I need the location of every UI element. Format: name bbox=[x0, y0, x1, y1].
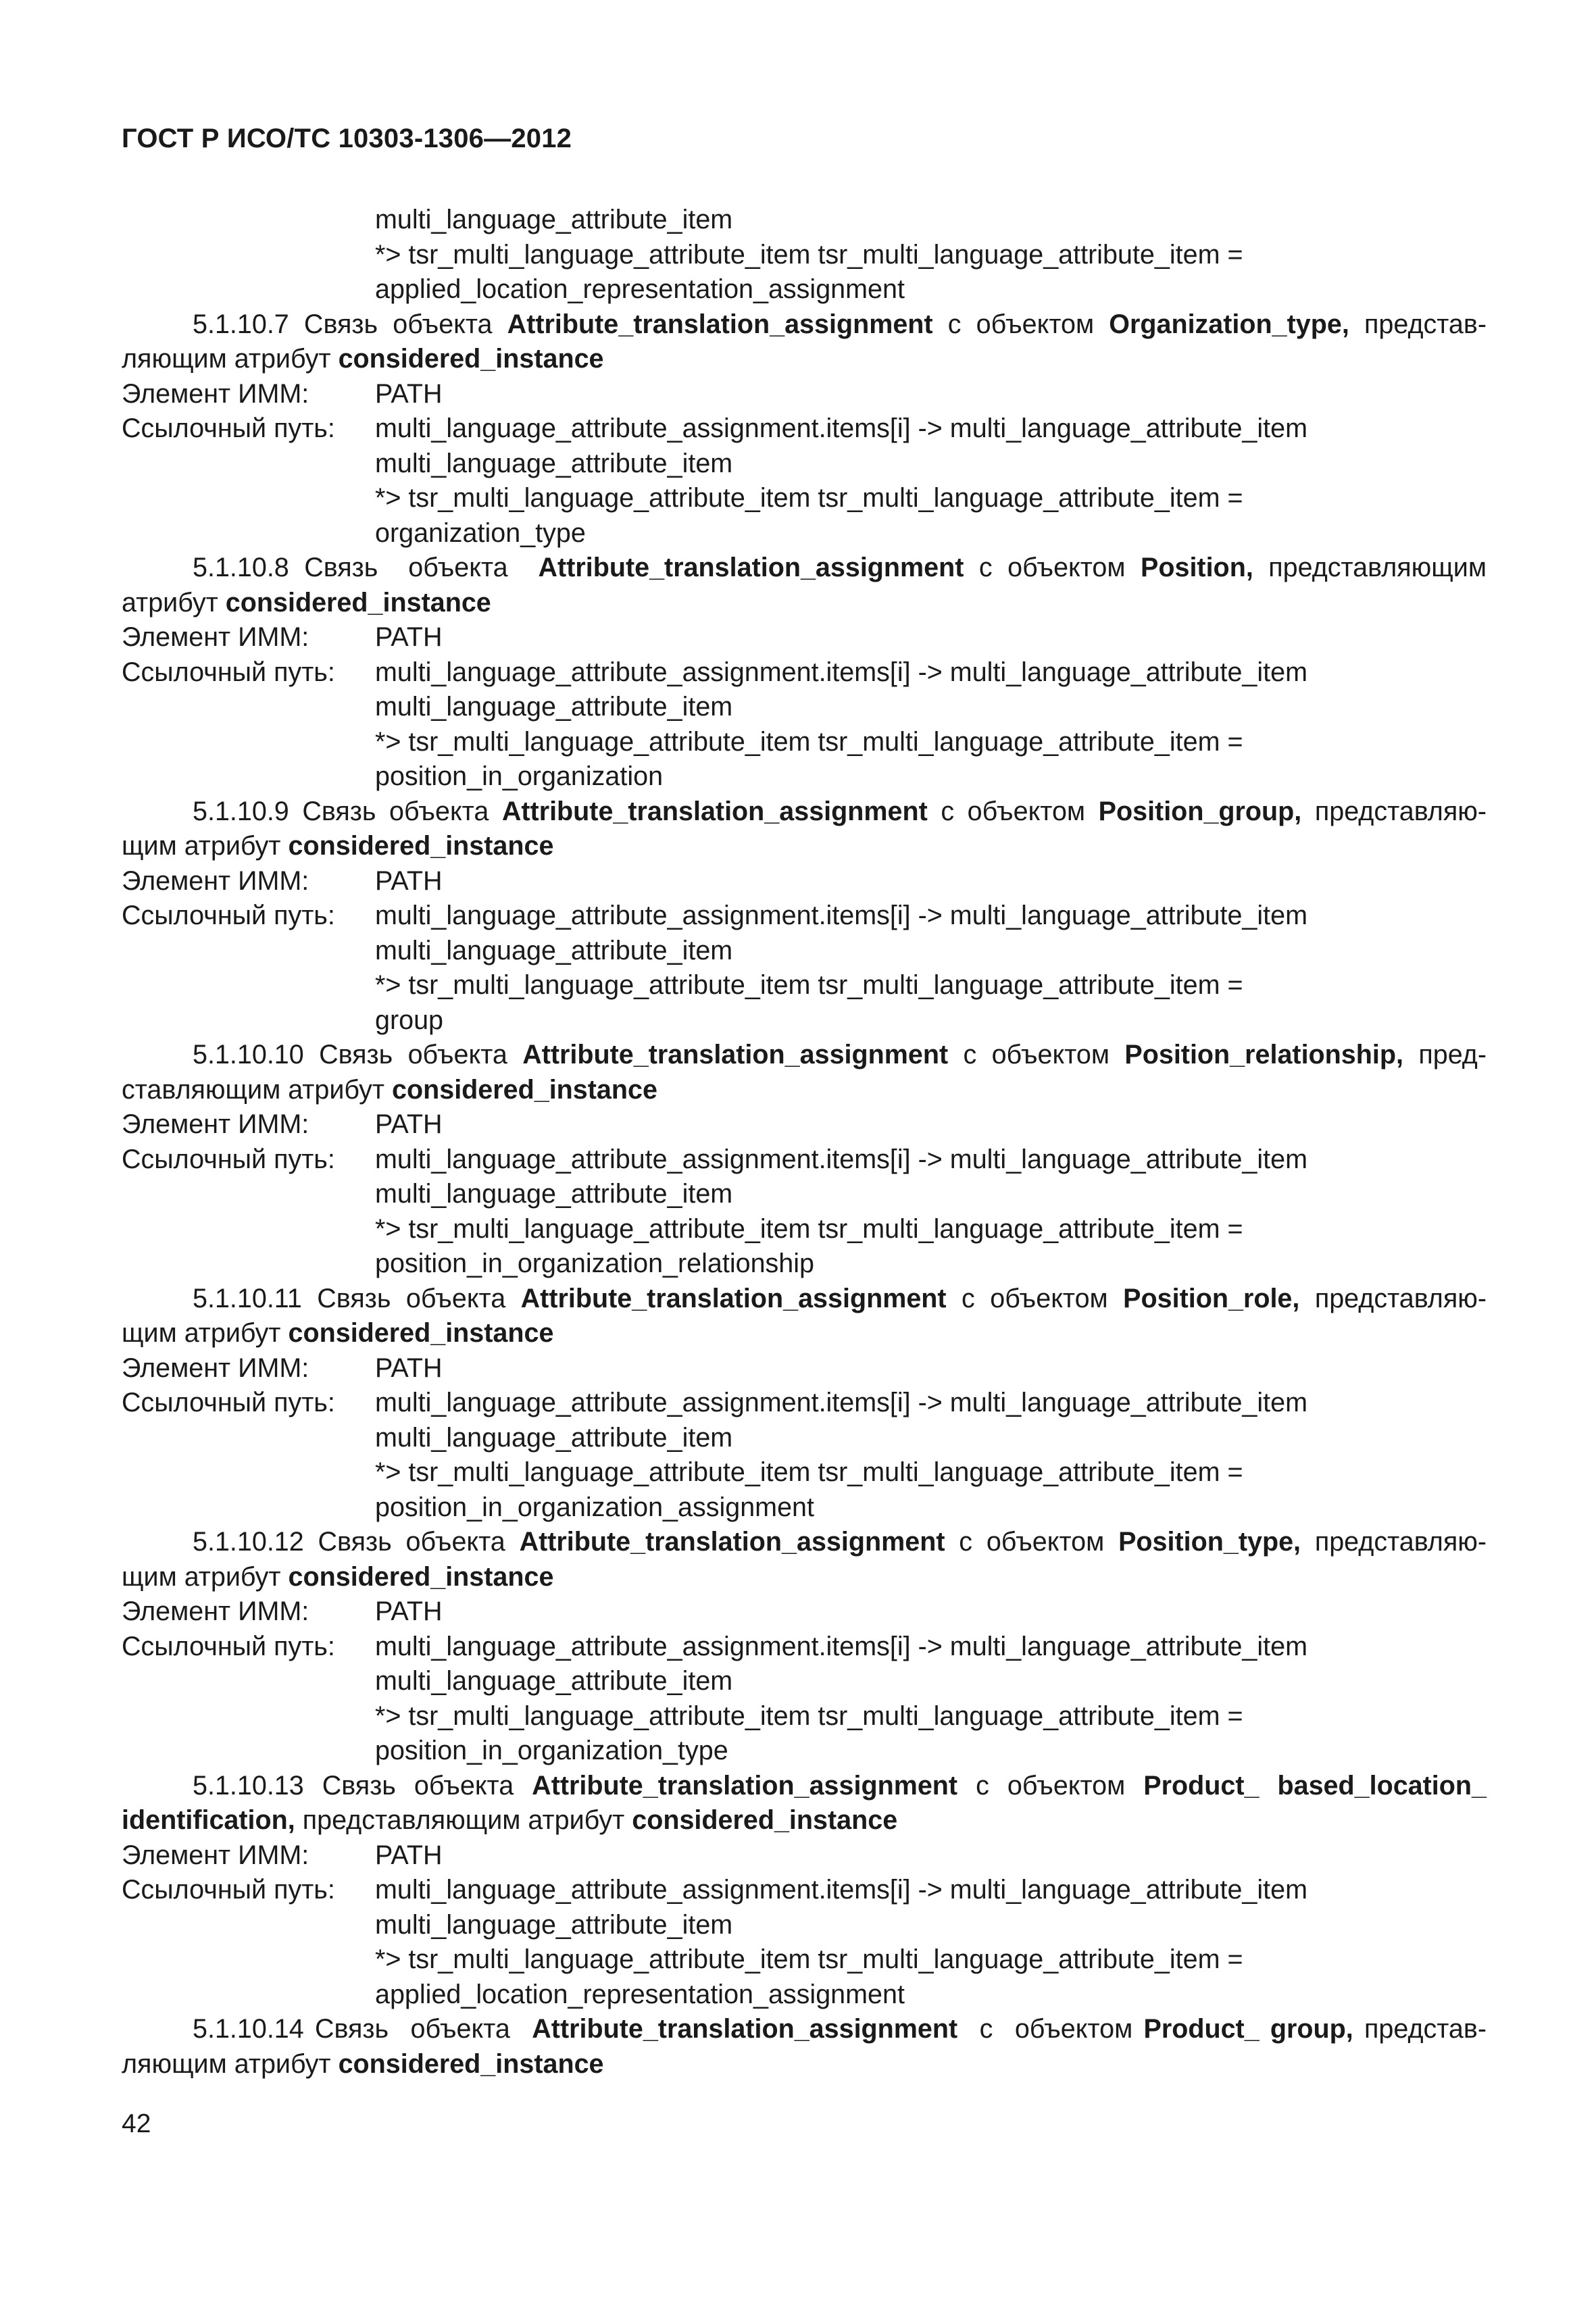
clause bbox=[122, 1038, 1487, 1282]
source-entity: Attribute_translation_assignment bbox=[538, 553, 964, 582]
clause-text: представляю- bbox=[1299, 1283, 1487, 1313]
path-label-spacer bbox=[122, 516, 375, 551]
path-row bbox=[122, 1873, 1487, 1908]
clause bbox=[122, 307, 1487, 551]
path-label: Ссылочный путь: bbox=[122, 1144, 335, 1174]
clause-text: пред- bbox=[1403, 1040, 1487, 1070]
clause-heading-continuation bbox=[122, 1073, 1487, 1108]
path-label: Ссылочный путь: bbox=[122, 1875, 335, 1905]
path-line: *> tsr_multi_language_attribute_item tsr_multi_language_attribute_item = bbox=[375, 970, 1243, 1000]
clause-text: с объектом bbox=[927, 796, 1099, 826]
element-label: Элемент ИММ: bbox=[122, 1596, 309, 1626]
path-label-spacer bbox=[122, 690, 375, 725]
path-line: multi_language_attribute_item bbox=[375, 1666, 733, 1696]
clause-number: 5.1.10.12 bbox=[193, 1527, 304, 1557]
clause-text: с объектом bbox=[957, 2014, 1144, 2044]
clause-text: представляю- bbox=[1301, 1527, 1487, 1557]
path-label-spacer bbox=[122, 1699, 375, 1734]
target-entity: Product_ based_location_ bbox=[1143, 1770, 1487, 1801]
path-line: multi_language_attribute_assignment.items[i] -> multi_language_attribute_item bbox=[375, 1875, 1308, 1905]
clause-text: щим атрибут bbox=[122, 1318, 289, 1348]
path-row bbox=[122, 1142, 1487, 1178]
source-entity: Attribute_translation_assignment bbox=[519, 1527, 945, 1557]
element-row bbox=[122, 864, 1487, 899]
clause-heading bbox=[122, 551, 1487, 586]
attribute-name: considered_instance bbox=[632, 1805, 898, 1835]
path-label-spacer bbox=[122, 1942, 375, 1978]
clause-heading-continuation bbox=[122, 1803, 1487, 1838]
target-entity: Position_relationship, bbox=[1124, 1040, 1403, 1070]
path-row bbox=[122, 411, 1487, 447]
clause-text: с объектом bbox=[932, 309, 1109, 339]
clause-heading-text bbox=[193, 1282, 1487, 1317]
clause-heading-continuation bbox=[122, 342, 1487, 377]
clause bbox=[122, 1282, 1487, 1526]
path-label-spacer bbox=[122, 447, 375, 482]
path-line: *> tsr_multi_language_attribute_item tsr_multi_language_attribute_item = bbox=[375, 726, 1243, 757]
attribute-name: considered_instance bbox=[288, 1318, 554, 1348]
path-line: *> tsr_multi_language_attribute_item tsr_multi_language_attribute_item = bbox=[375, 1457, 1243, 1487]
element-value: PATH bbox=[375, 1109, 443, 1139]
clause-heading bbox=[122, 1038, 1487, 1073]
clause-text: Связь объекта bbox=[303, 1040, 523, 1070]
document-header: ГОСТ Р ИСО/ТС 10303-1306—2012 bbox=[122, 124, 572, 153]
clause-text: с объектом bbox=[964, 553, 1141, 582]
path-line: position_in_organization_relationship bbox=[375, 1249, 815, 1278]
clause-number: 5.1.10.14 bbox=[193, 2014, 304, 2044]
clause-heading bbox=[122, 1769, 1487, 1804]
element-value: PATH bbox=[375, 1596, 443, 1626]
element-row bbox=[122, 377, 1487, 412]
path-line: group bbox=[375, 1005, 444, 1035]
path-label-spacer bbox=[122, 1664, 375, 1699]
clause-heading-text bbox=[193, 2012, 1487, 2047]
path-line: multi_language_attribute_item bbox=[375, 692, 733, 722]
path-row bbox=[122, 1386, 1487, 1421]
path-line: multi_language_attribute_item bbox=[375, 1422, 733, 1453]
clause-text: ляющим атрибут bbox=[122, 344, 339, 374]
clause-text: Связь объекта bbox=[301, 1283, 521, 1313]
intro-line: *> tsr_multi_language_attribute_item tsr_multi_language_attribute_item = bbox=[375, 239, 1243, 270]
element-label: Элемент ИММ: bbox=[122, 378, 309, 409]
intro-line: applied_location_representation_assignment bbox=[375, 274, 905, 304]
path-row bbox=[122, 1177, 1487, 1212]
path-line: multi_language_attribute_assignment.items[i] -> multi_language_attribute_item bbox=[375, 1631, 1308, 1661]
clause-heading bbox=[122, 2012, 1487, 2047]
path-line: multi_language_attribute_item bbox=[375, 1909, 733, 1940]
clause bbox=[122, 795, 1487, 1038]
clause-heading-text bbox=[193, 1525, 1487, 1560]
path-row bbox=[122, 1421, 1487, 1456]
element-value: PATH bbox=[375, 1840, 443, 1870]
element-label: Элемент ИММ: bbox=[122, 622, 309, 652]
path-label-spacer bbox=[122, 759, 375, 795]
path-line: *> tsr_multi_language_attribute_item tsr_multi_language_attribute_item = bbox=[375, 1701, 1243, 1731]
path-label-spacer bbox=[122, 1734, 375, 1769]
target-entity: Position_group, bbox=[1098, 796, 1302, 826]
path-row bbox=[122, 968, 1487, 1003]
clause-text: Связь объекта bbox=[289, 796, 502, 826]
clause-number: 5.1.10.10 bbox=[193, 1040, 304, 1070]
document-body bbox=[122, 203, 1487, 2082]
clause-text: Связь объекта bbox=[303, 1527, 520, 1557]
path-row bbox=[122, 1212, 1487, 1247]
clause-heading-text bbox=[193, 1769, 1487, 1804]
clause-text: Связь объекта bbox=[289, 309, 507, 339]
attribute-name: considered_instance bbox=[288, 831, 554, 861]
path-label-spacer bbox=[122, 1003, 375, 1038]
path-line: multi_language_attribute_item bbox=[375, 935, 733, 965]
clause-heading bbox=[122, 795, 1487, 830]
path-row bbox=[122, 1908, 1487, 1943]
attribute-name: considered_instance bbox=[338, 344, 604, 374]
path-label-spacer bbox=[122, 934, 375, 969]
clause bbox=[122, 1525, 1487, 1769]
path-label-spacer bbox=[122, 481, 375, 516]
path-label-spacer bbox=[122, 1908, 375, 1943]
clause-text: с объектом bbox=[946, 1283, 1124, 1313]
path-line: applied_location_representation_assignment bbox=[375, 1979, 905, 2009]
path-label-spacer bbox=[122, 1212, 375, 1247]
clause-number: 5.1.10.8 bbox=[193, 553, 289, 582]
clause-heading-continuation bbox=[122, 586, 1487, 621]
clause-heading-continuation bbox=[122, 2047, 1487, 2082]
clause-text: представляющим атрибут bbox=[295, 1805, 632, 1835]
clause-number: 5.1.10.7 bbox=[193, 309, 289, 339]
element-label: Элемент ИММ: bbox=[122, 1109, 309, 1139]
clause-text: представляю- bbox=[1301, 796, 1487, 826]
target-entity: Position_type, bbox=[1118, 1527, 1301, 1557]
clause bbox=[122, 1769, 1487, 2013]
clause-text: ставляющим атрибут bbox=[122, 1074, 392, 1105]
clause-heading-continuation bbox=[122, 829, 1487, 864]
clause-text: Связь объекта bbox=[303, 1770, 532, 1801]
attribute-name: considered_instance bbox=[288, 1561, 554, 1592]
element-row bbox=[122, 1351, 1487, 1386]
path-label-spacer bbox=[122, 1490, 375, 1526]
clause bbox=[122, 551, 1487, 795]
clause-heading bbox=[122, 307, 1487, 343]
clause-text: с объектом bbox=[945, 1527, 1119, 1557]
element-value: PATH bbox=[375, 1353, 443, 1383]
clause-number: 5.1.10.11 bbox=[193, 1283, 302, 1313]
path-row bbox=[122, 759, 1487, 795]
clause bbox=[122, 2012, 1487, 2082]
clause-text: представ- bbox=[1353, 2014, 1487, 2044]
path-row bbox=[122, 1699, 1487, 1734]
path-row bbox=[122, 481, 1487, 516]
path-row bbox=[122, 725, 1487, 760]
path-label-spacer bbox=[122, 968, 375, 1003]
attribute-name: considered_instance bbox=[338, 2048, 604, 2079]
path-line: organization_type bbox=[375, 518, 586, 548]
target-entity-continuation: identification, bbox=[122, 1805, 295, 1835]
path-row bbox=[122, 1942, 1487, 1978]
clause-heading-text bbox=[193, 551, 1487, 586]
element-label: Элемент ИММ: bbox=[122, 865, 309, 896]
attribute-name: considered_instance bbox=[392, 1074, 657, 1105]
element-value: PATH bbox=[375, 378, 443, 409]
path-row bbox=[122, 934, 1487, 969]
source-entity: Attribute_translation_assignment bbox=[520, 1283, 947, 1313]
path-label-spacer bbox=[122, 1421, 375, 1456]
clause-text: ляющим атрибут bbox=[122, 2048, 339, 2079]
element-row bbox=[122, 1838, 1487, 1873]
path-line: position_in_organization_type bbox=[375, 1736, 728, 1765]
path-line: multi_language_attribute_assignment.items[i] -> multi_language_attribute_item bbox=[375, 413, 1308, 443]
path-row bbox=[122, 1630, 1487, 1665]
clause-heading-continuation bbox=[122, 1560, 1487, 1595]
path-label: Ссылочный путь: bbox=[122, 901, 335, 930]
source-entity: Attribute_translation_assignment bbox=[532, 1770, 958, 1801]
clause-number: 5.1.10.13 bbox=[193, 1770, 304, 1801]
element-value: PATH bbox=[375, 865, 443, 896]
path-label: Ссылочный путь: bbox=[122, 1388, 335, 1417]
path-row bbox=[122, 1247, 1487, 1282]
element-label: Элемент ИММ: bbox=[122, 1840, 309, 1870]
clause-text: с объектом bbox=[948, 1040, 1125, 1070]
source-entity: Attribute_translation_assignment bbox=[532, 2014, 958, 2044]
path-label-spacer bbox=[122, 1247, 375, 1282]
path-row bbox=[122, 1490, 1487, 1526]
clause-text: Связь объекта bbox=[289, 553, 539, 582]
path-line: position_in_organization bbox=[375, 761, 664, 791]
path-line: *> tsr_multi_language_attribute_item tsr_multi_language_attribute_item = bbox=[375, 483, 1243, 513]
target-entity: Position, bbox=[1141, 553, 1253, 582]
clause-text: щим атрибут bbox=[122, 831, 289, 861]
path-label: Ссылочный путь: bbox=[122, 1631, 335, 1661]
element-row bbox=[122, 1594, 1487, 1630]
clause-heading-continuation bbox=[122, 1316, 1487, 1351]
path-row bbox=[122, 899, 1487, 934]
element-row bbox=[122, 620, 1487, 655]
path-row bbox=[122, 516, 1487, 551]
intro-line: multi_language_attribute_item bbox=[375, 205, 733, 234]
source-entity: Attribute_translation_assignment bbox=[507, 309, 933, 339]
path-label-spacer bbox=[122, 725, 375, 760]
path-line: multi_language_attribute_item bbox=[375, 1179, 733, 1209]
path-line: multi_language_attribute_assignment.items[i] -> multi_language_attribute_item bbox=[375, 1388, 1308, 1417]
path-line: multi_language_attribute_item bbox=[375, 448, 733, 478]
path-label-spacer bbox=[122, 1177, 375, 1212]
page-number: 42 bbox=[122, 2109, 151, 2138]
path-row bbox=[122, 655, 1487, 690]
clause-heading bbox=[122, 1525, 1487, 1560]
path-row bbox=[122, 1664, 1487, 1699]
path-row bbox=[122, 1734, 1487, 1769]
target-entity: Product_ group, bbox=[1143, 2014, 1353, 2044]
path-label-spacer bbox=[122, 1455, 375, 1490]
path-line: position_in_organization_assignment bbox=[375, 1492, 814, 1522]
path-line: multi_language_attribute_assignment.items[i] -> multi_language_attribute_item bbox=[375, 901, 1308, 930]
clause-text: атрибут bbox=[122, 587, 226, 618]
clause-heading-text bbox=[193, 795, 1487, 830]
path-label: Ссылочный путь: bbox=[122, 657, 335, 687]
attribute-name: considered_instance bbox=[225, 587, 491, 618]
element-label: Элемент ИММ: bbox=[122, 1353, 309, 1383]
clause-text: представ- bbox=[1349, 309, 1487, 339]
path-row bbox=[122, 447, 1487, 482]
target-entity: Organization_type, bbox=[1109, 309, 1349, 339]
clause-heading bbox=[122, 1282, 1487, 1317]
path-line: *> tsr_multi_language_attribute_item tsr_multi_language_attribute_item = bbox=[375, 1944, 1243, 1974]
clause-text: Связь объекта bbox=[303, 2014, 532, 2044]
element-row bbox=[122, 1107, 1487, 1142]
path-row bbox=[122, 690, 1487, 725]
element-value: PATH bbox=[375, 622, 443, 652]
path-row bbox=[122, 1455, 1487, 1490]
path-line: multi_language_attribute_assignment.items[i] -> multi_language_attribute_item bbox=[375, 657, 1308, 687]
sections-container bbox=[122, 307, 1487, 2082]
path-label: Ссылочный путь: bbox=[122, 413, 335, 443]
clause-heading-text bbox=[193, 307, 1487, 343]
path-line: multi_language_attribute_assignment.items[i] -> multi_language_attribute_item bbox=[375, 1144, 1308, 1174]
path-label-spacer bbox=[122, 1978, 375, 2013]
source-entity: Attribute_translation_assignment bbox=[501, 796, 928, 826]
clause-text: представляющим bbox=[1253, 553, 1487, 582]
path-row bbox=[122, 1003, 1487, 1038]
clause-number: 5.1.10.9 bbox=[193, 796, 289, 826]
path-line: *> tsr_multi_language_attribute_item tsr_multi_language_attribute_item = bbox=[375, 1213, 1243, 1244]
clause-text: с объектом bbox=[957, 1770, 1144, 1801]
path-row bbox=[122, 1978, 1487, 2013]
clause-text: щим атрибут bbox=[122, 1561, 289, 1592]
target-entity: Position_role, bbox=[1123, 1283, 1300, 1313]
source-entity: Attribute_translation_assignment bbox=[522, 1040, 949, 1070]
clause-heading-text bbox=[193, 1038, 1487, 1073]
